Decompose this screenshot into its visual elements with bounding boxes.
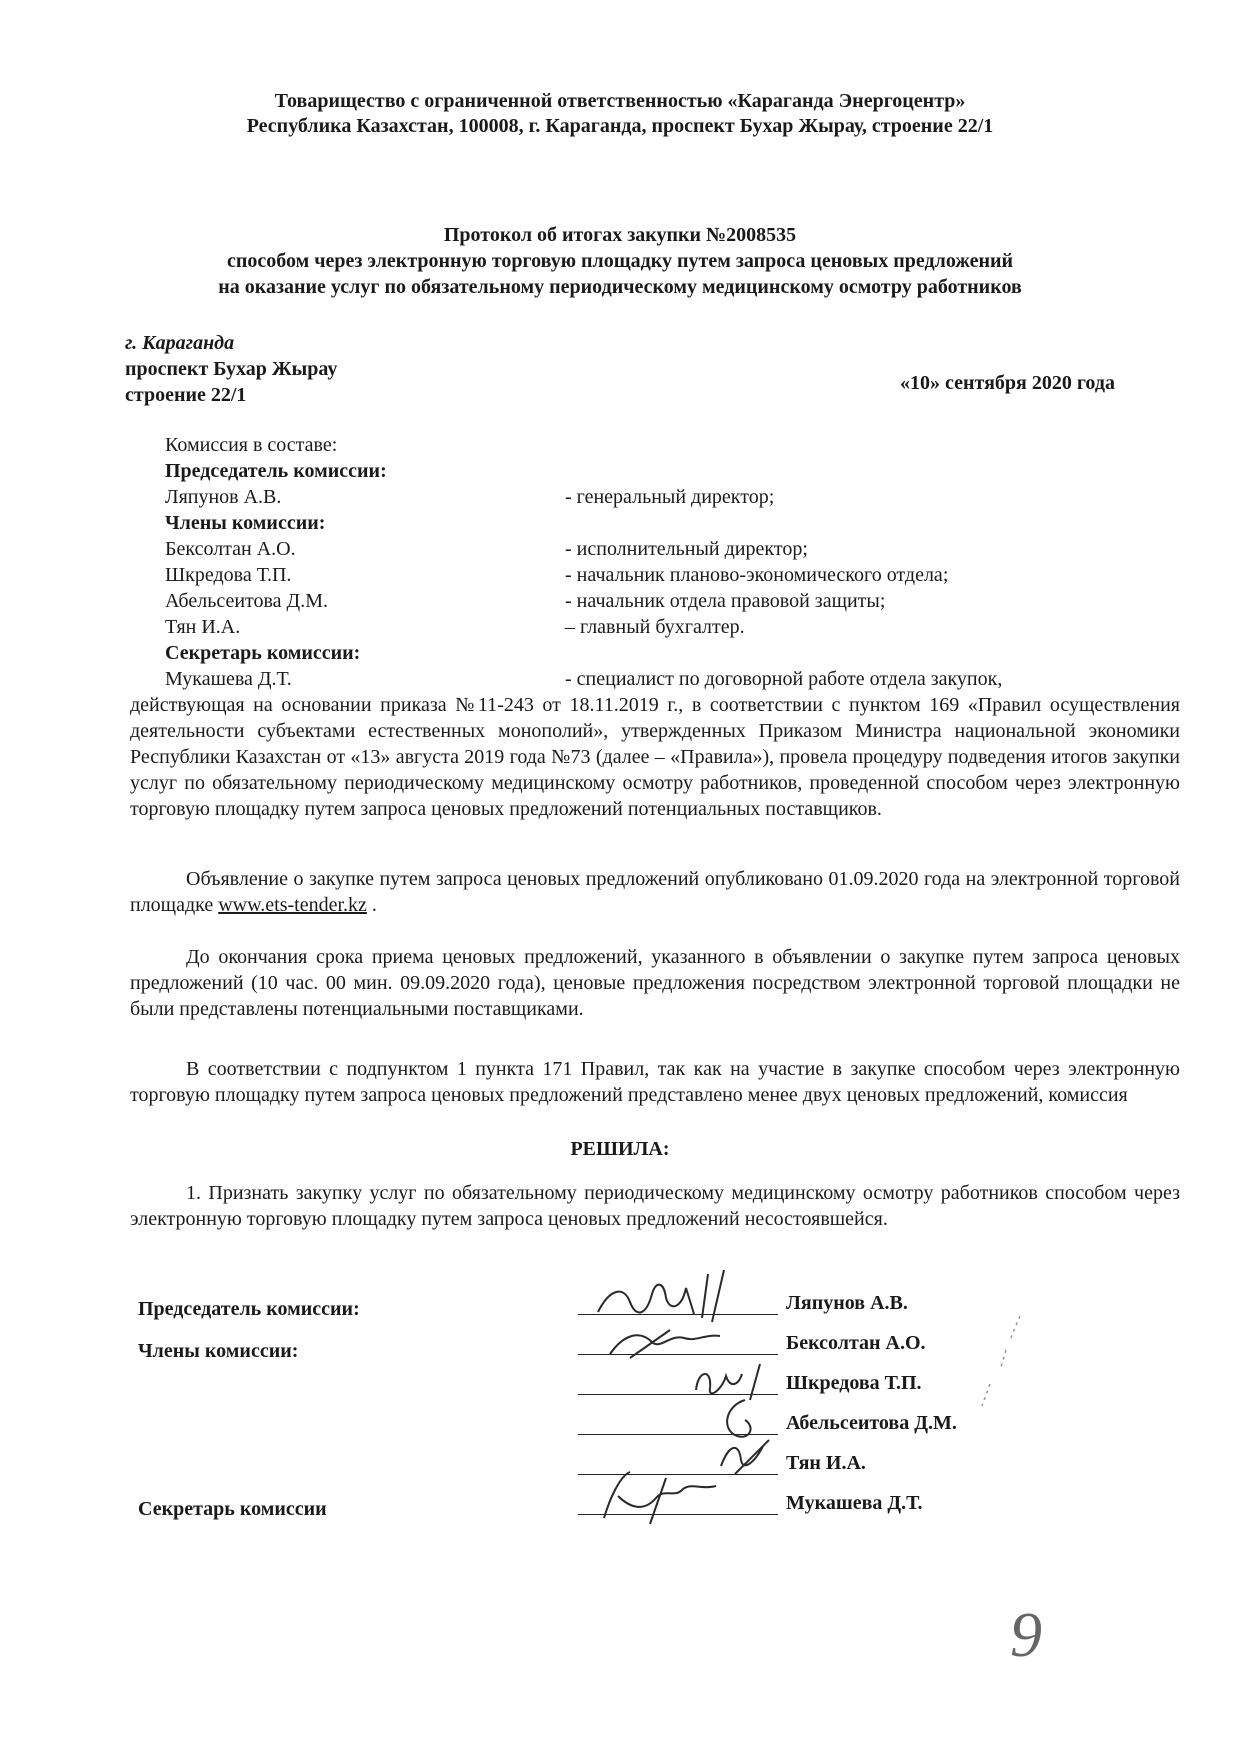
signer-name: Ляпунов А.В. — [786, 1292, 908, 1314]
protocol-subtitle-1: способом через электронную торговую площадку путем запроса ценовых предложений — [226, 250, 1014, 272]
member-name: Бексолтан А.О. — [165, 538, 296, 560]
chair-heading: Председатель комиссии: — [165, 460, 387, 482]
signer-name: Шкредова Т.П. — [786, 1372, 922, 1394]
paragraph-decision — [130, 1180, 1180, 1232]
protocol-date: «10» сентября 2020 года — [900, 372, 1115, 394]
signer-name: Бексолтан А.О. — [786, 1332, 926, 1354]
announcement-text: Объявление о закупке путем запроса ценовых предложений опубликовано 01.09.2020 года на электронной торговой площадке — [130, 868, 1180, 916]
ets-tender-link[interactable]: www.ets-tender.kz — [218, 894, 367, 916]
members-heading: Члены комиссии: — [165, 512, 326, 534]
paragraph-basis: действующая на основании приказа №11-243 от 18.11.2019 г., в соответствии с пунктом 169 «Правил осуществления деятельности субъектами естественных монополий», утвержденных Приказом Министра национальной экономики Республики Казахстан от «13» августа 2019 года №73 (далее – «Правила»), провела процедуру подведения итогов закупки услуг по обязательному периодическому медицинскому осмотру работников, проведенной способом через электронную торговую площадку путем запроса ценовых предложений потенциальных поставщиков. — [130, 694, 1180, 820]
place-street: проспект Бухар Жырау — [125, 358, 338, 380]
commission-intro: Комиссия в составе: — [165, 434, 338, 456]
member-name: Абельсеитова Д.М. — [165, 590, 328, 612]
member-name: Тян И.А. — [165, 616, 241, 638]
paragraph-announcement — [130, 866, 1180, 918]
member-role: - специалист по договорной работе отдела закупок, — [565, 668, 1003, 690]
paragraph-deadline — [130, 944, 1180, 1022]
place-building: строение 22/1 — [125, 384, 247, 406]
sign-chair-label: Председатель комиссии: — [138, 1298, 360, 1320]
decision-text: 1. Признать закупку услуг по обязательному периодическому медицинскому осмотру работников способом через электронную торговую площадку путем запроса ценовых предложений несостоявшейся. — [130, 1182, 1180, 1230]
decision-heading: РЕШИЛА: — [570, 1138, 670, 1160]
place-city: г. Караганда — [125, 332, 235, 354]
paragraph-grounds — [130, 1056, 1180, 1108]
org-address: Республика Казахстан, 100008, г. Караганда, проспект Бухар Жырау, строение 22/1 — [246, 115, 994, 137]
announcement-end: . — [366, 894, 377, 916]
margin-note: 9 — [1010, 1599, 1042, 1670]
secretary-heading: Секретарь комиссии: — [165, 642, 361, 664]
protocol-subtitle-2: на оказание услуг по обязательному периодическому медицинскому осмотру работников — [218, 276, 1022, 298]
member-name: Ляпунов А.В. — [165, 486, 282, 508]
signature-secretary — [590, 1468, 740, 1528]
protocol-title: Протокол об итогах закупки №2008535 — [443, 224, 797, 246]
member-role: - начальник отдела правовой защиты; — [565, 590, 886, 612]
member-name: Шкредова Т.П. — [165, 564, 292, 586]
member-role: - начальник планово-экономического отдела; — [565, 564, 949, 586]
deadline-text: До окончания срока приема ценовых предложений, указанного в объявлении о закупке путем запроса ценовых предложений (10 час. 00 мин. 09.09.2020 года), ценовые предложения посредством электронной торговой площадки не были представлены потенциальными поставщиками. — [130, 946, 1180, 1020]
grounds-text: В соответствии с подпунктом 1 пункта 171 Правил, так как на участие в закупке способом через электронную торговую площадку путем запроса ценовых предложений представлено менее двух ценовых предложений, комиссия — [130, 1058, 1180, 1106]
signature-chair — [590, 1268, 760, 1324]
member-role: - генеральный директор; — [565, 486, 775, 508]
member-name: Мукашева Д.Т. — [165, 668, 292, 690]
pencil-scribble — [950, 1310, 1040, 1430]
signer-name: Тян И.А. — [786, 1452, 866, 1474]
member-role: – главный бухгалтер. — [565, 616, 745, 638]
sign-secretary-label: Секретарь комиссии — [138, 1498, 327, 1520]
sign-members-label: Члены комиссии: — [138, 1340, 299, 1362]
org-name: Товарищество с ограниченной ответственностью «Караганда Энергоцентр» — [274, 90, 966, 112]
signer-name: Мукашева Д.Т. — [786, 1492, 923, 1514]
member-role: - исполнительный директор; — [565, 538, 808, 560]
signature-member-1 — [600, 1324, 750, 1364]
signer-name: Абельсеитова Д.М. — [786, 1412, 957, 1434]
